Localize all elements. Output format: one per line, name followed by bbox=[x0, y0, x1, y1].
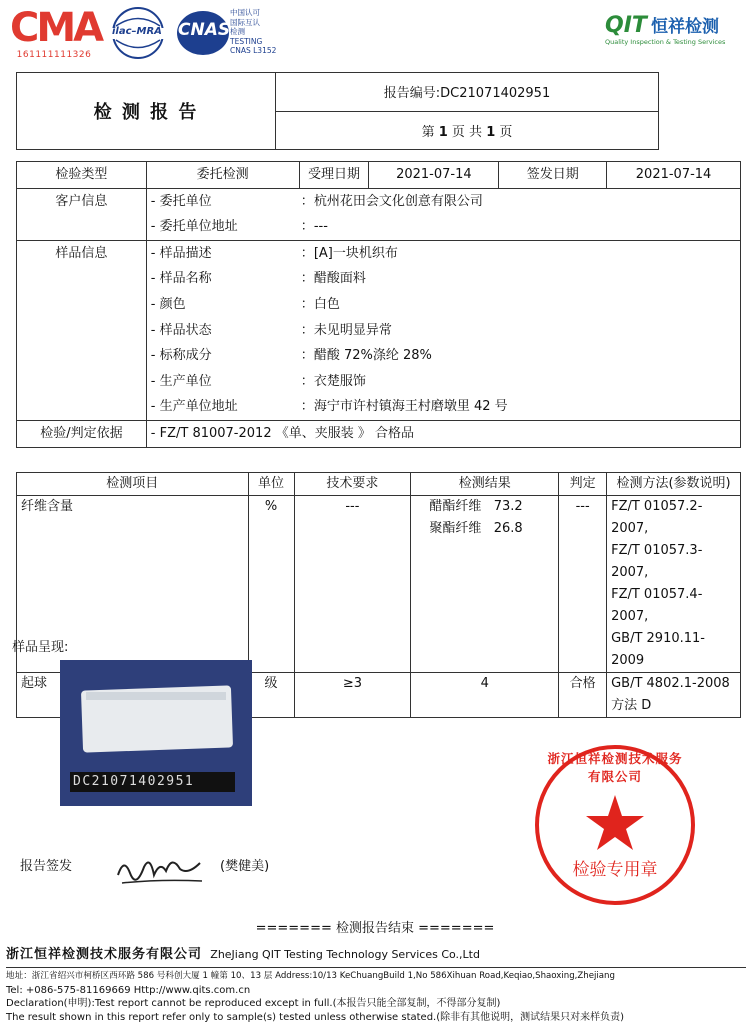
sample-row-key: - 生产单位 bbox=[147, 369, 297, 395]
method-line: GB/T 2910.11-2009 bbox=[611, 631, 705, 668]
report-number bbox=[276, 73, 659, 112]
cnas-line: CNAS L3152 bbox=[230, 46, 277, 55]
header-item: 检测项目 bbox=[17, 473, 249, 496]
sample-row bbox=[147, 241, 740, 267]
sample-row-value: ： 衣楚服饰 bbox=[297, 369, 366, 395]
result-line bbox=[429, 496, 554, 518]
header-result: 检测结果 bbox=[411, 473, 559, 496]
sample-row bbox=[147, 369, 740, 395]
company-cn: 浙江恒祥检测技术服务有限公司 bbox=[6, 947, 203, 962]
sample-row-key: - 生产单位地址 bbox=[147, 394, 297, 420]
cma-logo bbox=[10, 5, 102, 64]
inspection-type-value: 委托检测 bbox=[146, 162, 299, 189]
client-row-value: ： --- bbox=[297, 214, 328, 240]
qit-brand: QIT bbox=[605, 13, 647, 38]
sample-row bbox=[147, 318, 740, 344]
page-mid: 页 共 bbox=[447, 124, 487, 140]
footer-result-note: The result shown in this report refer only to sample(s) tested unless otherwise stated.(除非有其他说明，测试结果只对来样负责) bbox=[6, 1011, 625, 1023]
ilac-mra-logo bbox=[108, 6, 168, 60]
result-values: 4 bbox=[411, 673, 559, 718]
info-table bbox=[16, 161, 741, 448]
result-item: 纤维含量 bbox=[17, 496, 249, 673]
sample-row-key: - 标称成分 bbox=[147, 343, 297, 369]
client-info-label: 客户信息 bbox=[17, 188, 147, 240]
basis-label: 检验/判定依据 bbox=[17, 420, 147, 447]
page-total: 1 bbox=[486, 124, 496, 140]
sample-row-value: ： 未见明显异常 bbox=[297, 318, 392, 344]
title-block bbox=[16, 72, 659, 150]
report-end-text: ======= 检测报告结束 ======= bbox=[255, 921, 495, 936]
result-unit: 级 bbox=[248, 673, 294, 718]
cnas-line: 国际互认 bbox=[230, 17, 260, 27]
result-method bbox=[607, 673, 741, 718]
sample-row-value: ： 白色 bbox=[297, 292, 340, 318]
report-number-label: 报告编号: bbox=[383, 86, 441, 102]
issue-date-label: 签发日期 bbox=[499, 162, 607, 189]
results-header-row bbox=[17, 473, 741, 496]
fiber-name: 聚酯纤维 bbox=[429, 521, 482, 536]
sample-row bbox=[147, 292, 740, 318]
page-info bbox=[276, 111, 659, 150]
client-row-key: - 委托单位 bbox=[147, 189, 297, 215]
qit-en-name: Quality Inspection & Testing Services bbox=[605, 38, 726, 46]
basis-value: - FZ/T 81007-2012 《单、夹服装 》 合格品 bbox=[146, 420, 740, 447]
report-title: 检 测 报 告 bbox=[17, 73, 276, 150]
sample-photo bbox=[60, 660, 252, 806]
qit-cn-name: 恒祥检测 bbox=[651, 17, 720, 37]
cnas-line: 检测 bbox=[230, 27, 245, 36]
sample-row bbox=[147, 343, 740, 369]
result-requirement: ≥3 bbox=[294, 673, 411, 718]
result-item: 起球 bbox=[17, 673, 249, 718]
client-row-key: - 委托单位地址 bbox=[147, 214, 297, 240]
sample-tag: DC21071402951 bbox=[70, 772, 235, 792]
footer-address: 地址：浙江省绍兴市柯桥区西环路 586 号科创大厦 1 幢第 10、13 层 Address:10/13 KeChuangBuild 1,No 586Xihuan Road,Keqiao,Shaoxing,Zhejiang bbox=[6, 971, 615, 981]
header-unit: 单位 bbox=[248, 473, 294, 496]
result-requirement: --- bbox=[294, 496, 411, 673]
cnas-line: 中国认可 bbox=[230, 8, 260, 17]
cma-letters: CMA bbox=[10, 5, 102, 51]
method-line: FZ/T 01057.2-2007, bbox=[611, 499, 703, 536]
fiber-name: 醋酯纤维 bbox=[429, 499, 482, 514]
method-line: 方法 D bbox=[611, 698, 652, 713]
sample-row bbox=[147, 266, 740, 292]
page-prefix: 第 bbox=[421, 124, 439, 140]
ilac-text: ilac–MRA bbox=[112, 26, 162, 37]
report-number-value: DC21071402951 bbox=[440, 86, 551, 102]
result-method bbox=[607, 496, 741, 673]
sample-row-value: ： 醋酸 72%涤纶 28% bbox=[297, 343, 432, 369]
sample-row bbox=[147, 394, 740, 420]
method-line: GB/T 4802.1-2008 bbox=[611, 676, 730, 691]
header-judgement: 判定 bbox=[559, 473, 607, 496]
seal-center-text: 检验专用章 bbox=[572, 860, 658, 880]
sample-info-rows bbox=[146, 240, 740, 420]
fiber-value: 26.8 bbox=[493, 521, 523, 536]
footer-tel: Tel: +086-575-81169669 Http://www.qits.com.cn bbox=[6, 984, 251, 996]
received-date-value: 2021-07-14 bbox=[369, 162, 499, 189]
signature-handwriting bbox=[110, 845, 210, 894]
cnas-accreditation-text bbox=[230, 8, 276, 56]
result-line bbox=[429, 518, 554, 540]
qit-logo bbox=[605, 12, 745, 52]
result-judgement: --- bbox=[559, 496, 607, 673]
table-row bbox=[17, 496, 741, 673]
sample-row-value: ： 海宁市许村镇海王村磨墩里 42 号 bbox=[297, 394, 508, 420]
result-unit: % bbox=[248, 496, 294, 673]
sample-info-label: 样品信息 bbox=[17, 240, 147, 420]
header-requirement: 技术要求 bbox=[294, 473, 411, 496]
footer-company bbox=[6, 946, 746, 964]
method-line: FZ/T 01057.3-2007, bbox=[611, 543, 703, 580]
result-values bbox=[411, 496, 559, 673]
client-row bbox=[147, 214, 740, 240]
received-date-label: 受理日期 bbox=[299, 162, 369, 189]
sample-row-key: - 样品描述 bbox=[147, 241, 297, 267]
sample-row-value: ： [A]一块机织布 bbox=[297, 241, 398, 267]
inspection-type-label: 检验类型 bbox=[17, 162, 147, 189]
official-seal bbox=[533, 743, 697, 907]
client-row-value: ： 杭州花田会文化创意有限公司 bbox=[297, 189, 483, 215]
client-row bbox=[147, 189, 740, 215]
client-info-rows bbox=[146, 188, 740, 240]
fiber-value: 73.2 bbox=[493, 499, 523, 514]
method-line: FZ/T 01057.4-2007, bbox=[611, 587, 703, 624]
sample-photo-label: 样品呈现: bbox=[12, 640, 69, 655]
page-current: 1 bbox=[438, 124, 448, 140]
signer-name: (樊健美) bbox=[220, 859, 270, 874]
sample-row-key: - 样品状态 bbox=[147, 318, 297, 344]
company-en: ZheJiang QIT Testing Technology Services Co.,Ltd bbox=[210, 948, 480, 961]
cma-number: 161111111326 bbox=[16, 50, 92, 60]
sample-row-key: - 颜色 bbox=[147, 292, 297, 318]
result-judgement: 合格 bbox=[559, 673, 607, 718]
sample-row-value: ： 醋酸面料 bbox=[297, 266, 366, 292]
fabric-fold bbox=[86, 692, 226, 700]
footer bbox=[6, 946, 746, 1024]
signature-label: 报告签发 bbox=[20, 859, 73, 874]
cnas-line: TESTING bbox=[230, 36, 263, 46]
sample-row-key: - 样品名称 bbox=[147, 266, 297, 292]
header-method: 检测方法(参数说明) bbox=[607, 473, 741, 496]
seal-ring-text: 浙江恒祥检测技术服务有限公司 bbox=[547, 751, 683, 784]
page-suffix: 页 bbox=[495, 124, 513, 140]
footer-declaration: Declaration(申明):Test report cannot be reproduced except in full.(本报告只能全部复制，不得部分复制) bbox=[6, 998, 501, 1009]
issue-date-value: 2021-07-14 bbox=[607, 162, 741, 189]
cnas-letters: CNAS bbox=[178, 20, 231, 40]
